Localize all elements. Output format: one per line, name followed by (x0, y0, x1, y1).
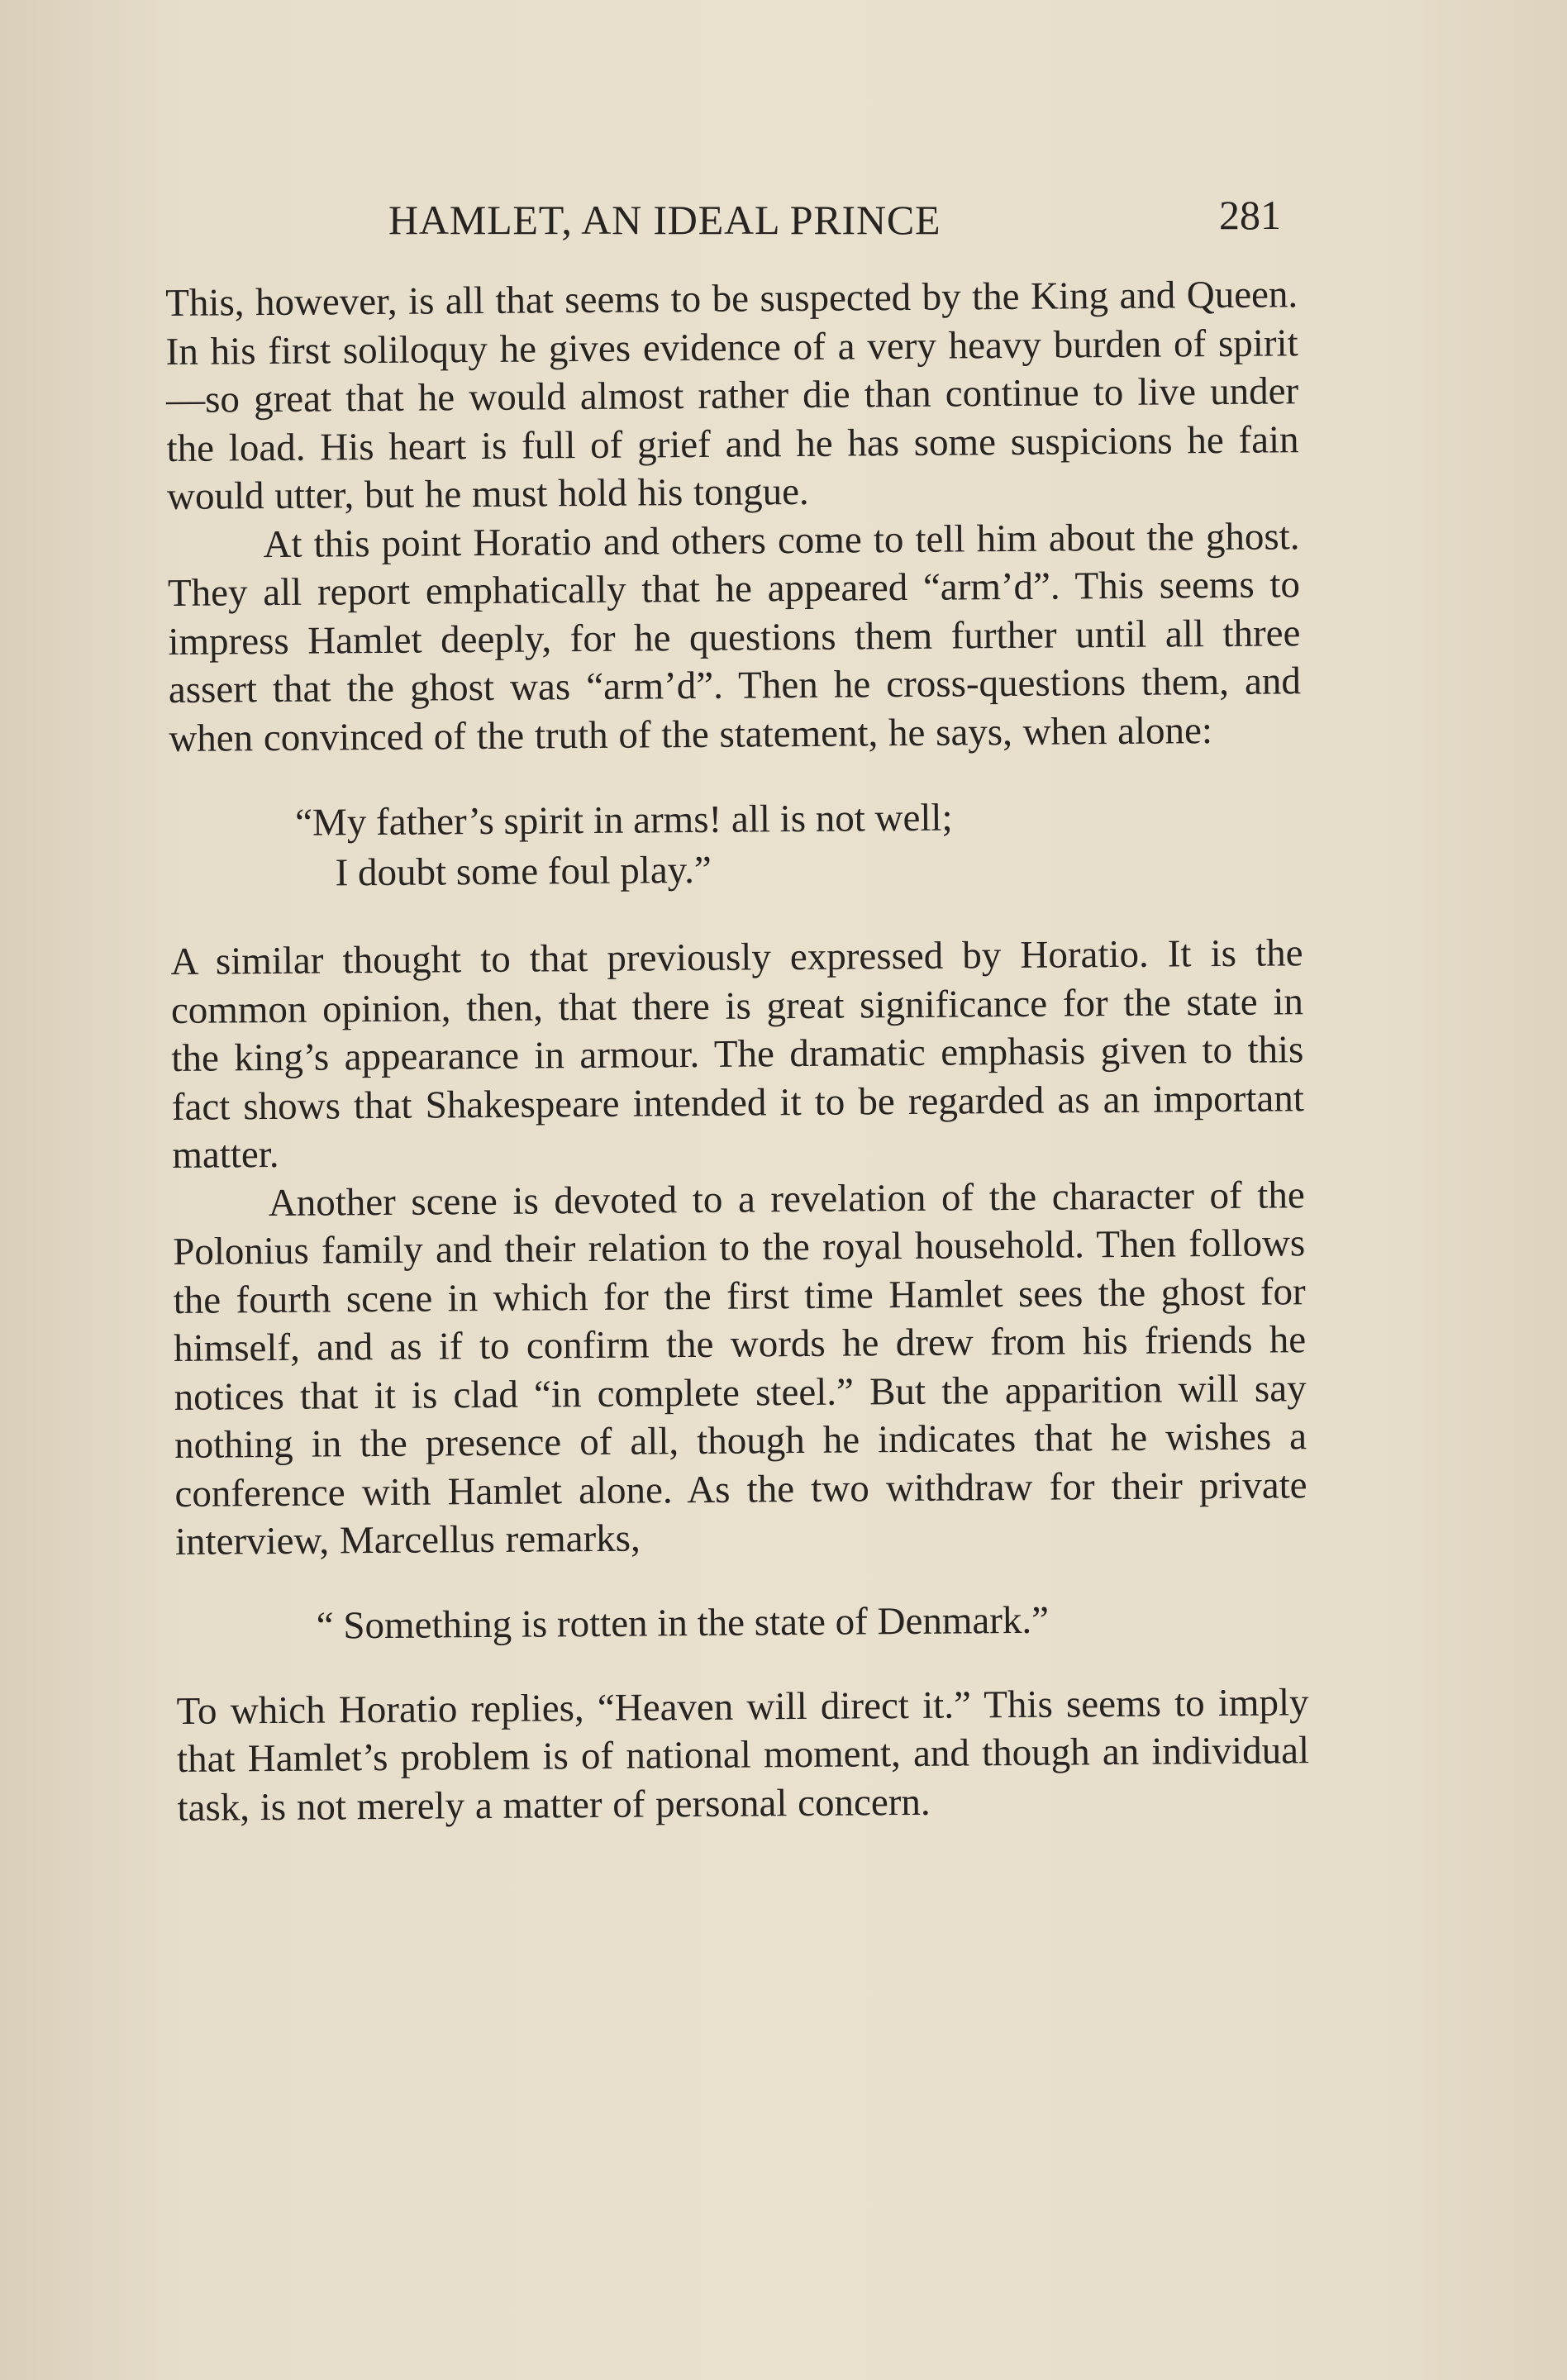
page-number: 281 (1219, 192, 1281, 238)
quotation-line-2: I doubt some foul play.” (335, 848, 712, 895)
quotation-2: “ Something is rotten in the state of Denmark.” (316, 1598, 1050, 1648)
paragraph-2: At this point Horatio and others come to tell him about the ghost. They all report emphatically that he appeared “arm’d”. This seems to impress Hamlet deeply, for he questions them further until all three assert that the ghost was “arm’d”. Then he cross-questions them, and when convinced of the truth of the statement, he says, when alone: (167, 514, 1302, 760)
paragraph-5: To which Horatio replies, “Heaven will direct it.” This seems to imply that Hamlet’s problem is of national moment, and though an individual task, is not merely a matter of personal concern. (176, 1680, 1310, 1830)
paragraph-3: A similar thought to that previously expressed by Horatio. It is the common opinion, then, that there is great significance for the state in the king’s appearance in armour. The dramatic emphasis given to this fact shows that Shakespeare intended it to be regarded as an important matter. (170, 931, 1305, 1177)
running-head: HAMLET, AN IDEAL PRINCE (388, 197, 941, 243)
paragraph-4: Another scene is devoted to a revelation of the character of the Polonius family and their relation to the royal household. Then follows the fourth scene in which for the first time Hamlet sees the ghost for himself, and as if to confirm the words he drew from his friends he notices that it is clad “in complete steel.” But the apparition will say nothing in the presence of all, though he indicates that he wishes a conference with Hamlet alone. As the two withdraw for their private interview, Marcellus remarks, (173, 1173, 1307, 1564)
quotation-line-1: “My father’s spirit in arms! all is not well; (294, 796, 953, 845)
body-text (165, 270, 1310, 1832)
page-header (165, 192, 1302, 245)
quotation-1 (295, 790, 1303, 899)
paragraph-1: This, however, is all that seems to be suspected by the King and Queen. In his first soliloquy he gives evidence of a very heavy burden of spirit—so great that he would almost rather die than continue to live under the load. His heart is full of grief and he has some suspicions he fain would utter, but he must hold his tongue. (165, 273, 1299, 518)
